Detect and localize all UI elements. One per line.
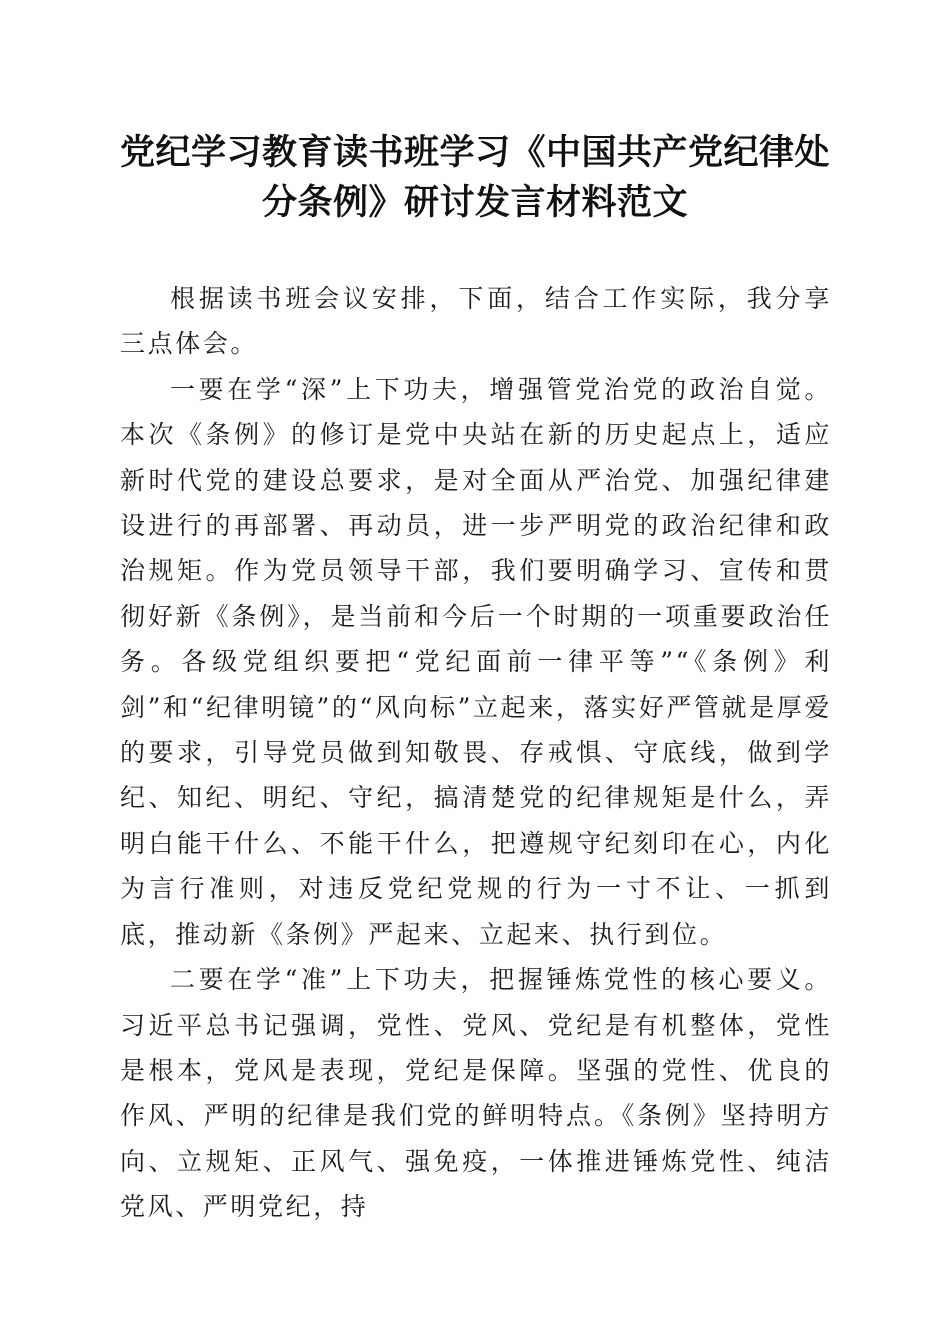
- paragraph-point-one: 一要在学“深”上下功夫，增强管党治党的政治自觉。本次《条例》的修订是党中央站在新的历史起点上，适应新时代党的建设总要求，是对全面从严治党、加强纪律建设进行的再部署、再动员，进一步严明党的政治纪律和政治规矩。作为党员领导干部，我们要明确学习、宣传和贯彻好新《条例》，是当前和今后一个时期的一项重要政治任务。各级党组织要把“党纪面前一律平等”“《条例》利剑”和“纪律明镜”的“风向标”立起来，落实好严管就是厚爱的要求，引导党员做到知敬畏、存戒惧、守底线，做到学纪、知纪、明纪、守纪，搞清楚党的纪律规矩是什么，弄明白能干什么、不能干什么，把遵规守纪刻印在心，内化为言行准则，对违反党纪党规的行为一寸不让、一抓到底，推动新《条例》严起来、立起来、执行到位。: [120, 374, 832, 949]
- title-line-2: 分条例》研讨发言材料范文: [261, 183, 688, 223]
- title-line-1: 党纪学习教育读书班学习《中国共产党纪律处: [119, 133, 830, 173]
- paragraph-point-two: 二要在学“准”上下功夫，把握锤炼党性的核心要义。习近平总书记强调，党性、党风、党纪是有机整体，党性是根本，党风是表现，党纪是保障。坚强的党性、优良的作风、严明的纪律是我们党的鲜明特点。《条例》坚持明方向、立规矩、正风气、强免疫，一体推进锤炼党性、纯洁党风、严明党纪，持: [120, 965, 832, 1222]
- paragraph-intro: 根据读书班会议安排，下面，结合工作实际，我分享三点体会。: [120, 284, 832, 359]
- document-title: [100, 128, 850, 228]
- document-body: [120, 276, 832, 1230]
